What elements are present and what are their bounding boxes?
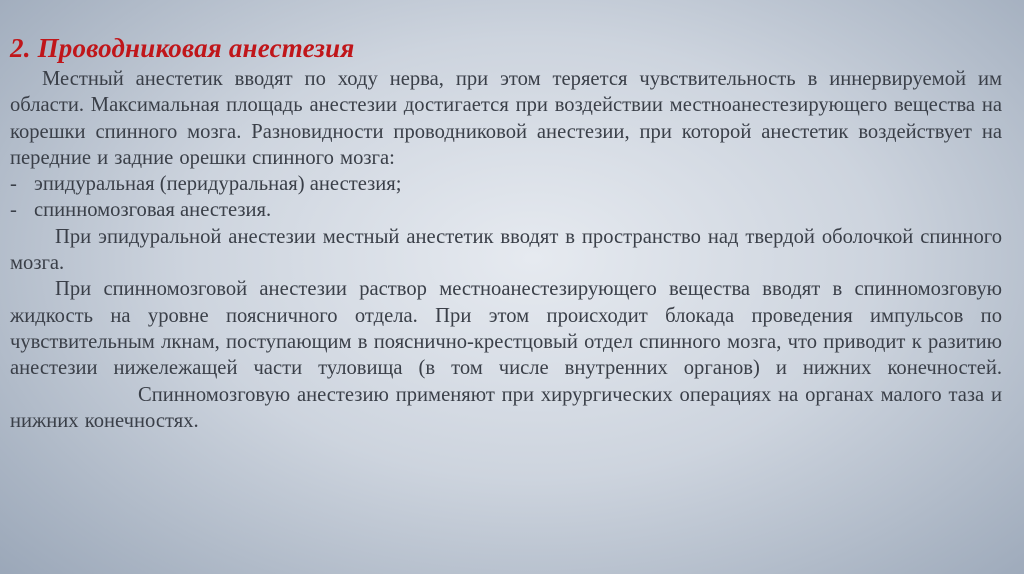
paragraph-spinal-part2: Спинномозговую анестезию применяют при хирургических операциях на органах малого таза и нижних конечностях. (10, 383, 1002, 432)
bullet-item-spinal (10, 197, 1002, 223)
bullet-text: спинномозговая анестезия. (34, 199, 272, 222)
slide-title: 2. Проводниковая анестезия (10, 33, 355, 63)
slide-content (10, 30, 1002, 434)
bullet-marker: - (10, 199, 17, 222)
paragraph-spinal-part1: При спинномозговой анестезии раствор местноанестезирующего вещества вводят в спинномозговую жидкость на уровне поясничного отдела. При этом происходит блокада проведения импульсов по чувствительным лкнам, поступающим в пояснично-крестцовый отдел спинного мозга, что приводит к разитию анестезии нижележащей части туловища (в том числе внутренних органов) и нижних конечностей. (10, 278, 1002, 380)
paragraph-epidural: При эпидуральной анестезии местный анестетик вводят в пространство над твердой оболочкой спинного мозга. (10, 225, 1002, 275)
bullet-text: эпидуральная (перидуральная) анестезия; (34, 173, 402, 196)
bullet-item-epidural (10, 171, 1002, 197)
bullet-marker: - (10, 173, 17, 196)
paragraph-conduction-intro: Местный анестетик вводят по ходу нерва, при этом теряется чувствительность в иннервируемой им области. Максимальная площадь анестезии достигается при воздействии местноанестезирующего вещества на корешки спинного мозга. Разновидности проводниковой анестезии, при которой анестетик воздействует на передние и задние орешки спинного мозга: (10, 68, 1002, 169)
paragraph-spinal (10, 276, 1002, 434)
